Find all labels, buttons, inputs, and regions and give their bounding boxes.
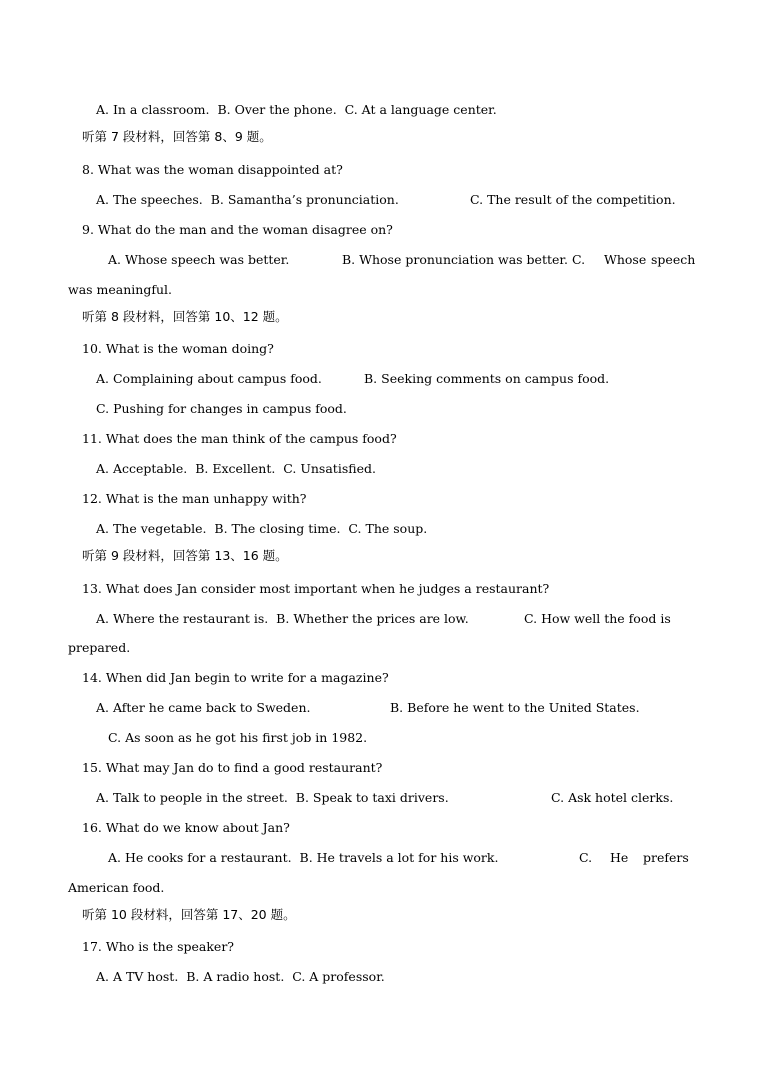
q12-options: A. The vegetable. B. The closing time. C. The soup. [96,521,428,536]
q14-option-a: A. After he came back to Sweden. [96,700,311,715]
q7-options: A. In a classroom. B. Over the phone. C. At a language center. [96,102,497,117]
q8-option-c: C. The result of the competition. [470,192,676,207]
question-11: 11. What does the man think of the campus food? [82,431,397,446]
q10-option-a: A. Complaining about campus food. [96,371,322,386]
q13-option-c-continued: prepared. [68,640,131,655]
question-8: 8. What was the woman disappointed at? [82,162,343,177]
q9-option-c-word1: Whose [604,252,647,267]
section-header-10: 听第 10 段材料，回答第 17、20 题。 [82,907,296,922]
q16-option-c-continued: American food. [68,880,165,895]
q15-options-ab: A. Talk to people in the street. B. Speak to taxi drivers. [96,790,449,805]
q8-options-ab: A. The speeches. B. Samantha’s pronunciation. [96,192,399,207]
q9-option-b: B. Whose pronunciation was better. C. [342,252,586,267]
question-9: 9. What do the man and the woman disagree on? [82,222,393,237]
question-12: 12. What is the man unhappy with? [82,491,307,506]
q14-option-c: C. As soon as he got his first job in 1982. [108,730,368,745]
q10-option-c: C. Pushing for changes in campus food. [96,401,347,416]
section-header-8: 听第 8 段材料，回答第 10、12 题。 [82,309,288,324]
section-header-7: 听第 7 段材料，回答第 8、9 题。 [82,129,272,144]
q13-options-ab: A. Where the restaurant is. B. Whether the prices are low. [96,611,469,626]
q15-option-c: C. Ask hotel clerks. [551,790,674,805]
q10-option-b: B. Seeking comments on campus food. [364,371,610,386]
question-10: 10. What is the woman doing? [82,341,274,356]
q16-option-c-word1: He [610,850,629,865]
q16-options-ab: A. He cooks for a restaurant. B. He travels a lot for his work. [108,850,499,865]
q9-option-c-word2: speech [651,252,696,267]
q16-option-c-label: C. [579,850,593,865]
q11-options: A. Acceptable. B. Excellent. C. Unsatisfied. [96,461,376,476]
q14-option-b: B. Before he went to the United States. [390,700,640,715]
q9-option-a: A. Whose speech was better. [108,252,290,267]
question-15: 15. What may Jan do to find a good restaurant? [82,760,383,775]
question-14: 14. When did Jan begin to write for a magazine? [82,670,389,685]
question-13: 13. What does Jan consider most important when he judges a restaurant? [82,581,550,596]
q17-options: A. A TV host. B. A radio host. C. A professor. [96,969,385,984]
section-header-9: 听第 9 段材料，回答第 13、16 题。 [82,548,288,563]
q13-option-c: C. How well the food is [524,611,671,626]
question-16: 16. What do we know about Jan? [82,820,290,835]
q16-option-c-word2: prefers [643,850,689,865]
q9-option-c-continued: was meaningful. [68,282,172,297]
question-17: 17. Who is the speaker? [82,939,234,954]
